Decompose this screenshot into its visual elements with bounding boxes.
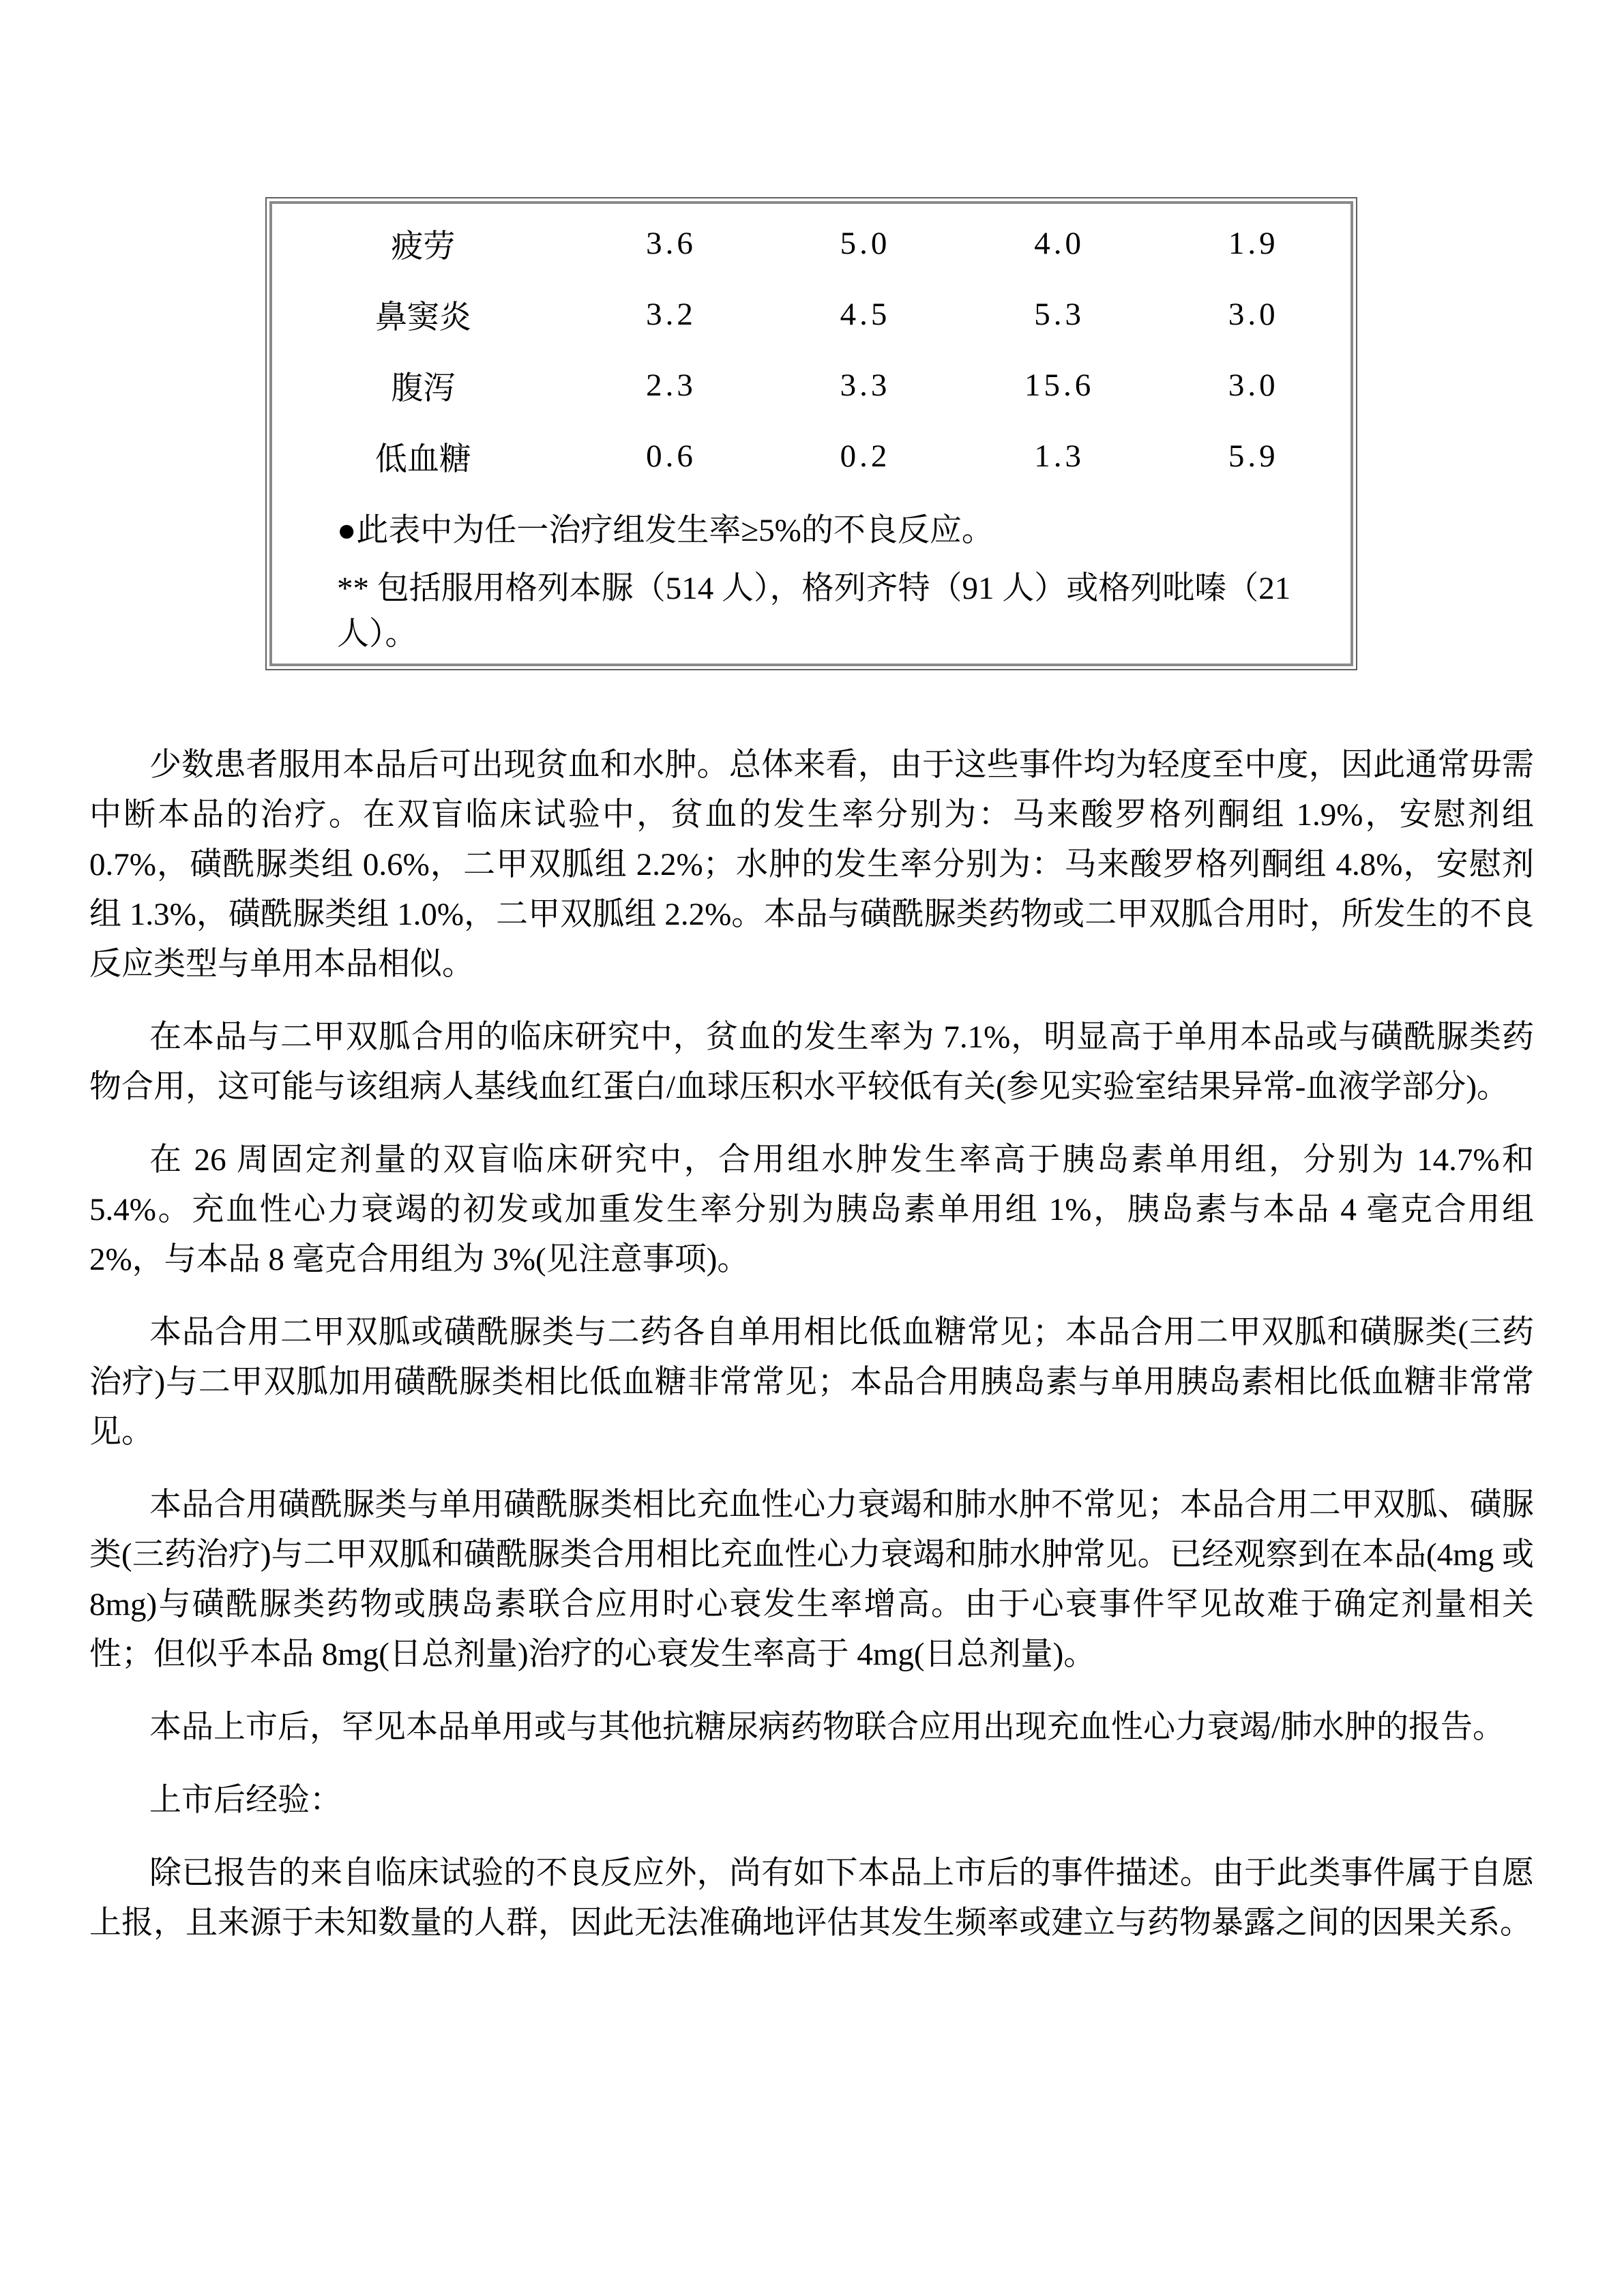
rate-value: 4.5 bbox=[840, 297, 891, 332]
rate-value: 0.2 bbox=[840, 438, 891, 474]
adverse-reactions-table bbox=[265, 197, 1357, 670]
rate-value: 4.0 bbox=[1034, 226, 1084, 261]
paragraph-hypoglycemia-combination: 本品合用二甲双胍或磺酰脲类与二药各自单用相比低血糖常见；本品合用二甲双胍和磺脲类(三药治疗)与二甲双胍加用磺酰脲类相比低血糖非常常见；本品合用胰岛素与单用胰岛素相比低血糖非常常见。 bbox=[89, 1315, 1534, 1450]
rate-value: 3.3 bbox=[840, 368, 891, 403]
rate-value: 1.3 bbox=[1034, 438, 1084, 474]
reaction-name: 低血糖 bbox=[374, 441, 471, 477]
paragraph-postmarketing-description: 除已报告的来自临床试验的不良反应外，尚有如下本品上市后的事件描述。由于此类事件属于自愿上报，且来源于未知数量的人群，因此无法准确地评估其发生频率或建立与药物暴露之间的因果关系。 bbox=[89, 1855, 1534, 1941]
rate-value: 15.6 bbox=[1024, 368, 1095, 403]
rate-value: 3.6 bbox=[646, 226, 696, 261]
rate-value: 2.3 bbox=[646, 368, 696, 403]
paragraph-chf-pulmonary-edema: 本品合用磺酰脲类与单用磺酰脲类相比充血性心力衰竭和肺水肿不常见；本品合用二甲双胍、磺脲类(三药治疗)与二甲双胍和磺酰脲类合用相比充血性心力衰竭和肺水肿常见。已经观察到在本品(4mg 或 8mg)与磺酰脲类药物或胰岛素联合应用时心衰发生率增高。由于心衰事件罕见故难于确定剂量相关性；但似乎本品 8mg(日总剂量)治疗的心衰发生率高于 4mg(日总剂量)。 bbox=[89, 1487, 1534, 1672]
reaction-name: 鼻窦炎 bbox=[374, 299, 471, 336]
rate-value: 5.3 bbox=[1034, 297, 1084, 332]
body-text bbox=[89, 741, 1534, 1971]
rate-value: 0.6 bbox=[646, 438, 696, 474]
table-row-hypoglycemia bbox=[272, 421, 1350, 492]
rate-value: 3.2 bbox=[646, 297, 696, 332]
table-row-fatigue bbox=[272, 208, 1350, 279]
table-footnote-row bbox=[272, 492, 1350, 563]
table-row-sinusitis bbox=[272, 279, 1350, 350]
paragraph-26week-study: 在 26 周固定剂量的双盲临床研究中，合用组水肿发生率高于胰岛素单用组，分别为 14.7%和 5.4%。充血性心力衰竭的初发或加重发生率分别为胰岛素单用组 1%，胰岛素与本品 4 毫克合用组 2%，与本品 8 毫克合用组为 3%(见注意事项)。 bbox=[89, 1142, 1534, 1277]
table-footnote-bullet: ●此表中为任一治疗组发生率≥5%的不良反应。 bbox=[337, 512, 994, 548]
reaction-name: 腹泻 bbox=[391, 370, 456, 406]
rate-value: 3.0 bbox=[1228, 368, 1279, 403]
paragraph-anemia-edema-overview: 少数患者服用本品后可出现贫血和水肿。总体来看，由于这些事件均为轻度至中度，因此通常毋需中断本品的治疗。在双盲临床试验中，贫血的发生率分别为：马来酸罗格列酮组 1.9%，安慰剂组 0.7%，磺酰脲类组 0.6%，二甲双胍组 2.2%；水肿的发生率分别为：马来酸罗格列酮组 4.8%，安慰剂组 1.3%，磺酰脲类组 1.0%，二甲双胍组 2.2%。本品与磺酰脲类药物或二甲双胍合用时，所发生的不良反应类型与单用本品相似。 bbox=[89, 747, 1534, 982]
paragraph-postmarketing-chf-reports: 本品上市后，罕见本品单用或与其他抗糖尿病药物联合应用出现充血性心力衰竭/肺水肿的报告。 bbox=[149, 1710, 1505, 1745]
reaction-name: 疲劳 bbox=[391, 228, 456, 265]
rate-value: 1.9 bbox=[1228, 226, 1279, 261]
adverse-reactions-table-inner-border bbox=[269, 201, 1353, 666]
table-footnote-asterisk: ** 包括服用格列本脲（514 人），格列齐特（91 人）或格列吡嗪（21 人）。 bbox=[337, 571, 1291, 652]
heading-postmarketing-experience: 上市后经验： bbox=[149, 1783, 342, 1818]
table-footnote-row bbox=[272, 563, 1350, 654]
rate-value: 5.0 bbox=[840, 226, 891, 261]
paragraph-metformin-anemia: 在本品与二甲双胍合用的临床研究中，贫血的发生率为 7.1%，明显高于单用本品或与磺酰脲类药物合用，这可能与该组病人基线血红蛋白/血球压积水平较低有关(参见实验室结果异常-血液学部分)。 bbox=[89, 1019, 1534, 1105]
table-row-diarrhea bbox=[272, 350, 1350, 421]
rate-value: 3.0 bbox=[1228, 297, 1279, 332]
rate-value: 5.9 bbox=[1228, 438, 1279, 474]
adverse-reactions-rate-table bbox=[272, 208, 1350, 654]
